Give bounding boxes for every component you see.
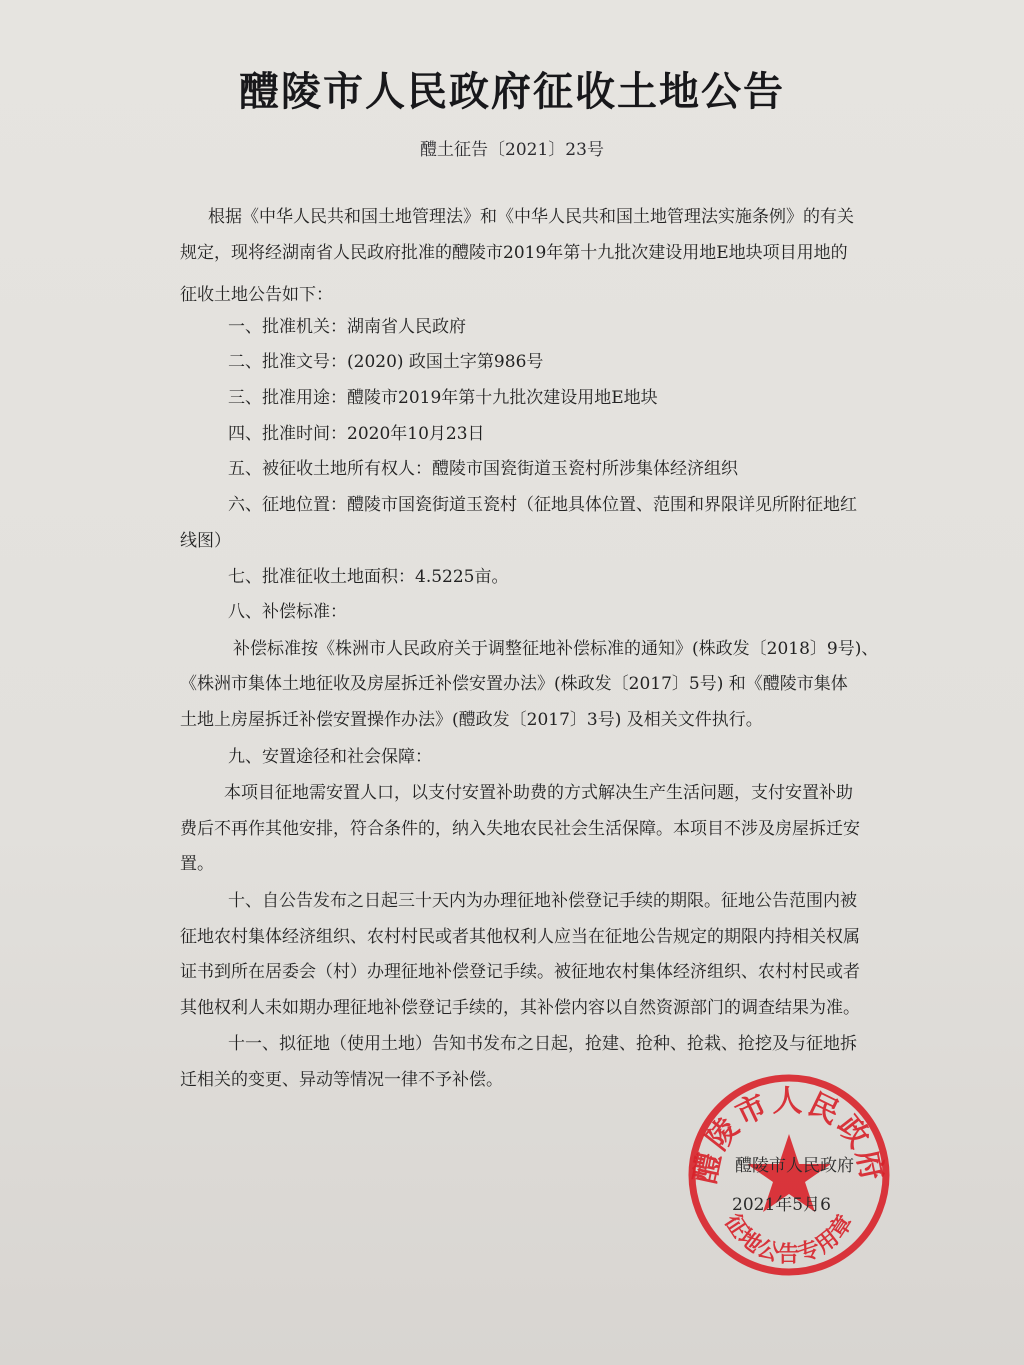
list-item: 六、征地位置：醴陵市国瓷街道玉瓷村（征地具体位置、范围和界限详见所附征地红: [228, 495, 857, 515]
paragraph-line: 补偿标准按《株洲市人民政府关于调整征地补偿标准的通知》(株政发〔2018〕9号)、: [233, 639, 879, 659]
document-title: 醴陵市人民政府征收土地公告: [239, 69, 785, 115]
list-item: 一、批准机关：湖南省人民政府: [228, 317, 466, 337]
paragraph-line: 置。: [180, 854, 214, 874]
paragraph-line: 征地农村集体经济组织、农村村民或者其他权利人应当在征地公告规定的期限内持相关权属: [180, 927, 860, 947]
issuer-signature: 醴陵市人民政府: [735, 1156, 854, 1176]
list-item: 四、批准时间：2020年10月23日: [228, 424, 485, 444]
document-number: 醴土征告〔2021〕23号: [420, 140, 604, 160]
paragraph-line: 证书到所在居委会（村）办理征地补偿登记手续。被征地农村集体经济组织、农村村民或者: [180, 962, 860, 982]
paragraph-line: 十一、拟征地（使用土地）告知书发布之日起，抢建、抢种、抢栽、抢挖及与征地拆: [228, 1034, 857, 1054]
paragraph-line: 迁相关的变更、异动等情况一律不予补偿。: [180, 1070, 503, 1090]
issue-date: 2021年5月6: [732, 1195, 831, 1215]
paragraph-line: 其他权利人未如期办理征地补偿登记手续的，其补偿内容以自然资源部门的调查结果为准。: [180, 998, 860, 1018]
seal-bottom-text: 征地公告专用章: [719, 1209, 859, 1268]
list-item: 二、批准文号：(2020) 政国土字第986号: [228, 352, 544, 372]
paragraph-line: 《株洲市集体土地征收及房屋拆迁补偿安置办法》(株政发〔2017〕5号) 和《醴陵市集体: [180, 674, 848, 694]
paragraph-line: 线图）: [180, 531, 231, 551]
paragraph-line: 征收土地公告如下：: [180, 285, 333, 305]
paragraph-line: 费后不再作其他安排，符合条件的，纳入失地农民社会生活保障。本项目不涉及房屋拆迁安: [180, 819, 860, 839]
list-item: 五、被征收土地所有权人：醴陵市国瓷街道玉瓷村所涉集体经济组织: [228, 459, 738, 479]
paragraph-line: 十、自公告发布之日起三十天内为办理征地补偿登记手续的期限。征地公告范围内被: [228, 891, 857, 911]
paragraph-line: 根据《中华人民共和国土地管理法》和《中华人民共和国土地管理法实施条例》的有关: [208, 207, 854, 227]
section-heading: 八、补偿标准：: [228, 602, 347, 622]
paragraph-line: 本项目征地需安置人口，以支付安置补助费的方式解决生产生活问题，支付安置补助: [224, 783, 853, 803]
list-item: 七、批准征收土地面积：4.5225亩。: [228, 567, 509, 587]
list-item: 三、批准用途：醴陵市2019年第十九批次建设用地E地块: [228, 388, 658, 408]
paragraph-line: 规定，现将经湖南省人民政府批准的醴陵市2019年第十九批次建设用地E地块项目用地的: [180, 243, 848, 263]
paragraph-line: 土地上房屋拆迁补偿安置操作办法》(醴政发〔2017〕3号) 及相关文件执行。: [180, 710, 763, 730]
section-heading: 九、安置途径和社会保障：: [228, 747, 432, 767]
seal-top-text: 醴陵市人民政府: [687, 1084, 891, 1187]
